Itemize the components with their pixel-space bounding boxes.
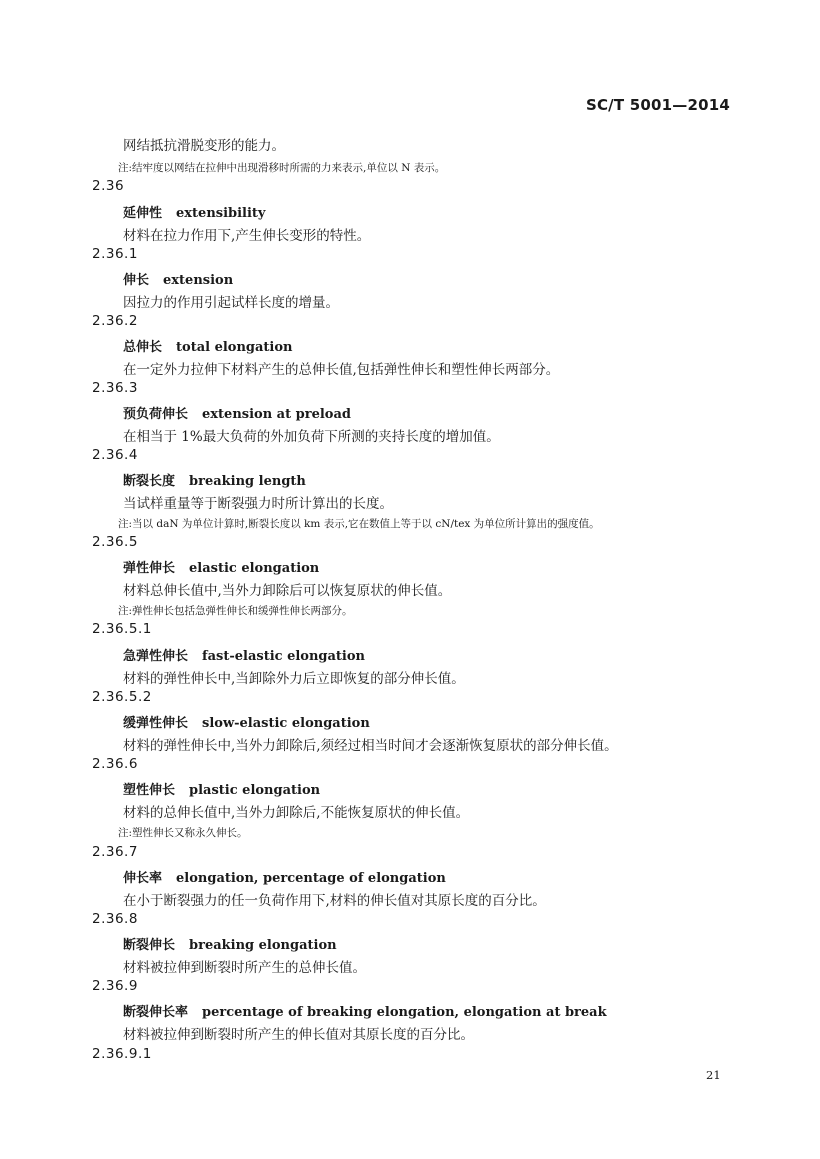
term-zh: 断裂伸长率 (123, 1005, 189, 1020)
term-heading (123, 712, 370, 731)
term-definition: 材料被拉伸到断裂时所产生的伸长值对其原长度的百分比。 (123, 1027, 474, 1043)
continuation-note: 注:结牢度以网结在拉伸中出现滑移时所需的力来表示,单位以 N 表示。 (118, 162, 446, 174)
term-definition: 材料的总伸长值中,当外力卸除后,不能恢复原状的伸长值。 (123, 805, 470, 821)
term-heading (123, 779, 320, 798)
term-definition: 因拉力的作用引起试样长度的增量。 (123, 295, 339, 311)
term-definition: 材料在拉力作用下,产生伸长变形的特性。 (123, 228, 371, 244)
term-note: 注:弹性伸长包括急弹性伸长和缓弹性伸长两部分。 (118, 605, 353, 617)
term-heading (123, 336, 293, 355)
clause-number: 2.36.4 (92, 447, 138, 463)
term-definition: 在一定外力拉伸下材料产生的总伸长值,包括弹性伸长和塑性伸长两部分。 (123, 362, 560, 378)
term-heading (123, 645, 365, 664)
term-en: breaking length (189, 474, 306, 489)
term-en: fast-elastic elongation (202, 649, 365, 664)
standard-code: SC/T 5001—2014 (585, 96, 730, 114)
term-en: percentage of breaking elongation, elongation at break (202, 1005, 607, 1020)
term-heading (123, 403, 351, 422)
term-zh: 总伸长 (123, 340, 163, 355)
term-zh: 伸长率 (123, 871, 163, 886)
clause-number: 2.36.1 (92, 246, 138, 262)
term-zh: 断裂伸长 (123, 938, 176, 953)
term-zh: 断裂长度 (123, 474, 176, 489)
term-note: 注:当以 daN 为单位计算时,断裂长度以 km 表示,它在数值上等于以 cN/tex 为单位所计算出的强度值。 (118, 518, 600, 530)
page-number: 21 (706, 1068, 721, 1082)
term-zh: 伸长 (123, 273, 150, 288)
clause-number: 2.36.5.1 (92, 621, 152, 637)
term-en: plastic elongation (189, 783, 321, 798)
term-zh: 急弹性伸长 (123, 649, 189, 664)
clause-number: 2.36.8 (92, 911, 138, 927)
term-zh: 预负荷伸长 (123, 407, 189, 422)
term-heading (123, 269, 233, 288)
continuation-text: 网结抵抗滑脱变形的能力。 (123, 138, 285, 154)
term-heading (123, 934, 337, 953)
term-heading (123, 867, 446, 886)
term-en: elongation, percentage of elongation (176, 871, 446, 886)
term-en: total elongation (176, 340, 293, 355)
term-note: 注:塑性伸长又称永久伸长。 (118, 827, 248, 839)
term-zh: 塑性伸长 (123, 783, 176, 798)
term-en: extensibility (176, 206, 266, 221)
term-en: slow-elastic elongation (202, 716, 370, 731)
term-definition: 当试样重量等于断裂强力时所计算出的长度。 (123, 496, 393, 512)
term-en: extension at preload (202, 407, 351, 422)
term-definition: 材料的弹性伸长中,当卸除外力后立即恢复的部分伸长值。 (123, 671, 465, 687)
term-heading (123, 202, 266, 221)
clause-number: 2.36.5 (92, 534, 138, 550)
term-definition: 在小于断裂强力的任一负荷作用下,材料的伸长值对其原长度的百分比。 (123, 893, 546, 909)
term-zh: 延伸性 (123, 206, 163, 221)
clause-number: 2.36.2 (92, 313, 138, 329)
term-en: extension (163, 273, 234, 288)
clause-number: 2.36.3 (92, 380, 138, 396)
term-en: breaking elongation (189, 938, 337, 953)
term-definition: 材料的弹性伸长中,当外力卸除后,须经过相当时间才会逐渐恢复原状的部分伸长值。 (123, 738, 618, 754)
term-definition: 在相当于 1%最大负荷的外加负荷下所测的夹持长度的增加值。 (123, 429, 500, 445)
clause-number: 2.36.7 (92, 844, 138, 860)
term-definition: 材料总伸长值中,当外力卸除后可以恢复原状的伸长值。 (123, 583, 452, 599)
term-definition: 材料被拉伸到断裂时所产生的总伸长值。 (123, 960, 366, 976)
term-zh: 缓弹性伸长 (123, 716, 189, 731)
clause-number: 2.36.6 (92, 756, 138, 772)
term-heading (123, 557, 319, 576)
clause-number: 2.36.9.1 (92, 1046, 152, 1062)
clause-number: 2.36 (92, 178, 125, 194)
term-zh: 弹性伸长 (123, 561, 176, 576)
clause-number: 2.36.5.2 (92, 689, 152, 705)
term-en: elastic elongation (189, 561, 320, 576)
term-heading (123, 470, 306, 489)
term-heading (123, 1001, 607, 1020)
clause-number: 2.36.9 (92, 978, 138, 994)
